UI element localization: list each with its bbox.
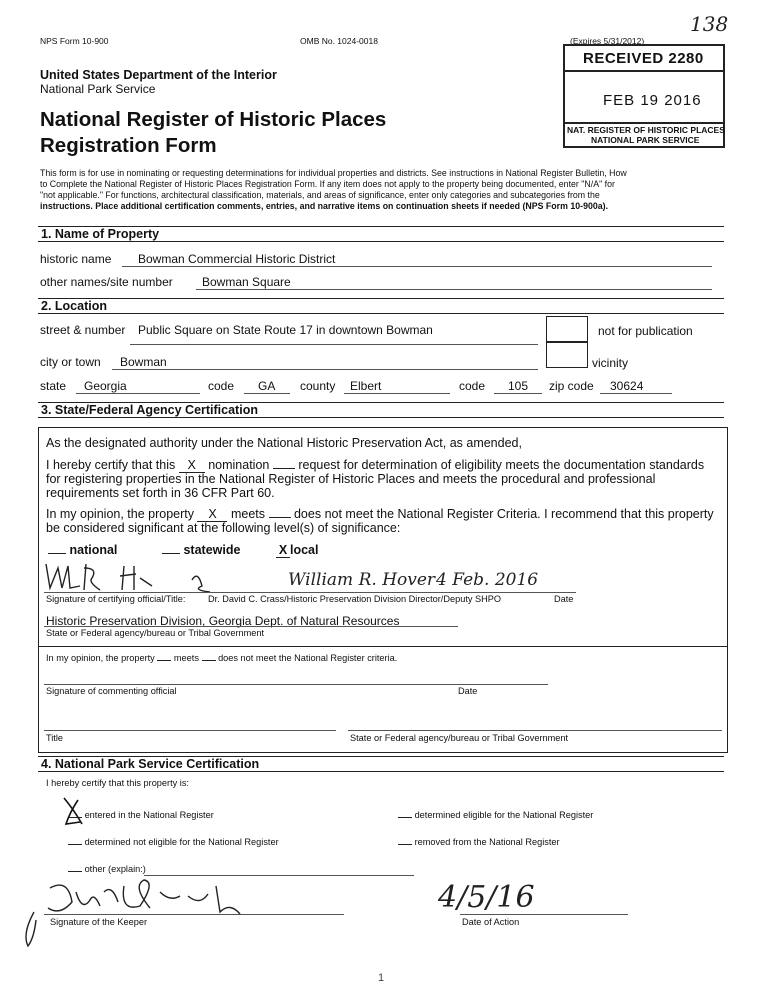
option-determined-eligible[interactable]: determined eligible for the National Register [398, 810, 593, 820]
opinion-line-1: In my opinion, the property X meets does not meet the National Register Criteria. I recommend that this property [46, 507, 714, 521]
zip-value[interactable]: 30624 [610, 379, 644, 393]
level-national[interactable]: national [48, 543, 117, 557]
date-of-action-label: Date of Action [462, 917, 520, 927]
certify-line-3: requirements set forth in 36 CFR Part 60. [46, 486, 275, 500]
instructions-paragraph: This form is for use in nominating or requesting determinations for individual properties and districts. See instructions in National Register Bulletin, How to Complete the National Register of Historic Places Registration Form. If any item does not apply to the property being documented, enter "N/A" for "not applicable." For functions, architectural classification, materials, and areas of significance, enter only categories and subcategories from the instructions. Place additional certification comments, entries, and narrative items on continuation sheets if needed (NPS Form 10-900a). [40, 168, 627, 211]
page-number: 1 [378, 972, 385, 984]
street-label: street & number [40, 323, 126, 337]
level-statewide[interactable]: statewide [162, 543, 240, 557]
county-code-value[interactable]: 105 [508, 379, 529, 393]
street-value[interactable]: Public Square on State Route 17 in downtown Bowman [138, 323, 433, 337]
zip-label: zip code [549, 379, 594, 393]
agency-label: State or Federal agency/bureau or Tribal Government [46, 628, 265, 638]
city-value[interactable]: Bowman [120, 355, 167, 369]
section-1-title: 1. Name of Property [41, 227, 160, 241]
form-title-line-2: Registration Form [40, 134, 217, 157]
signature-name: Dr. David C. Crass/Historic Preservation Division Director/Deputy SHPO [208, 594, 502, 604]
option-not-eligible[interactable]: determined not eligible for the National Register [68, 837, 279, 847]
not-for-publication-label: not for publication [598, 324, 693, 338]
section-3-title: 3. State/Federal Agency Certification [41, 403, 258, 417]
service-name: National Park Service [40, 82, 156, 96]
meets-check[interactable]: X [197, 507, 227, 522]
state-label: state [40, 379, 67, 393]
comment-does-not-meet-check[interactable] [202, 660, 216, 661]
stamp-line-1: NAT. REGISTER OF HISTORIC PLACES [567, 125, 725, 135]
comment-meets-check[interactable] [157, 660, 171, 661]
commenting-date-label: Date [458, 686, 478, 696]
state-value[interactable]: Georgia [84, 379, 127, 393]
certifying-signature-scrawl [42, 560, 222, 596]
signature-label: Signature of certifying official/Title: [46, 594, 186, 604]
option-removed[interactable]: removed from the National Register [398, 837, 560, 847]
certify-line-2: for registering properties in the National Register of Historic Places and meets the procedural and professional [46, 472, 656, 486]
historic-name-value[interactable]: Bowman Commercial Historic District [138, 252, 336, 266]
stamp-received: RECEIVED 2280 [583, 50, 704, 67]
not-for-publication-checkbox[interactable] [546, 316, 588, 342]
form-title-line-1: National Register of Historic Places [40, 108, 387, 131]
department-name: United States Department of the Interior [40, 68, 277, 82]
commenting-signature-label: Signature of commenting official [46, 686, 177, 696]
title-label: Title [46, 733, 64, 743]
comment-opinion: In my opinion, the property meets does not meet the National Register criteria. [46, 653, 398, 663]
historic-name-label: historic name [40, 252, 112, 266]
section-2-header [38, 298, 724, 314]
state-code-value[interactable]: GA [258, 379, 276, 393]
level-local[interactable]: X local [276, 543, 319, 558]
handwritten-date: 4 Feb. 2016 [436, 570, 539, 590]
handwritten-page-mark: 138 [690, 12, 729, 36]
keeper-signature-label: Signature of the Keeper [50, 917, 148, 927]
determination-check[interactable] [273, 468, 295, 469]
authority-text: As the designated authority under the National Historic Preservation Act, as amended, [46, 436, 522, 450]
option-entered[interactable]: entered in the National Register [68, 810, 214, 820]
opinion-line-2: be considered significant at the following level(s) of significance: [46, 521, 401, 535]
county-value[interactable]: Elbert [350, 379, 382, 393]
keeper-signature-scrawl [20, 872, 260, 952]
nomination-check[interactable]: X [179, 458, 205, 473]
section-4-title: 4. National Park Service Certification [41, 757, 260, 771]
city-label: city or town [40, 355, 101, 369]
stamp-line-2: NATIONAL PARK SERVICE [591, 135, 700, 145]
handwritten-action-date: 4/5/16 [438, 880, 535, 915]
nps-certify-text: I hereby certify that this property is: [46, 778, 189, 788]
agency-value[interactable]: Historic Preservation Division, Georgia Dept. of Natural Resources [46, 614, 400, 628]
state-code-label: code [208, 379, 235, 393]
other-names-value[interactable]: Bowman Square [202, 275, 291, 289]
county-code-label: code [459, 379, 486, 393]
signature-date-label: Date [554, 594, 574, 604]
option-other[interactable]: other (explain:) [68, 864, 146, 874]
county-label: county [300, 379, 336, 393]
vicinity-label: vicinity [592, 356, 629, 370]
certify-line-1: I hereby certify that this X nomination request for determination of eligibility meets the documentation standards [46, 458, 705, 472]
other-names-label: other names/site number [40, 275, 173, 289]
received-stamp [563, 44, 725, 148]
section-2-title: 2. Location [41, 299, 107, 313]
handwritten-name: William R. Hover [288, 570, 436, 590]
commenting-agency-label: State or Federal agency/bureau or Tribal Government [350, 733, 569, 743]
does-not-meet-check[interactable] [269, 517, 291, 518]
form-number: NPS Form 10-900 [40, 36, 109, 46]
omb-number: OMB No. 1024-0018 [300, 36, 378, 46]
vicinity-checkbox[interactable] [546, 342, 588, 368]
stamp-date: FEB 19 2016 [603, 92, 702, 109]
expires-date: (Expires 5/31/2012) [570, 36, 645, 46]
